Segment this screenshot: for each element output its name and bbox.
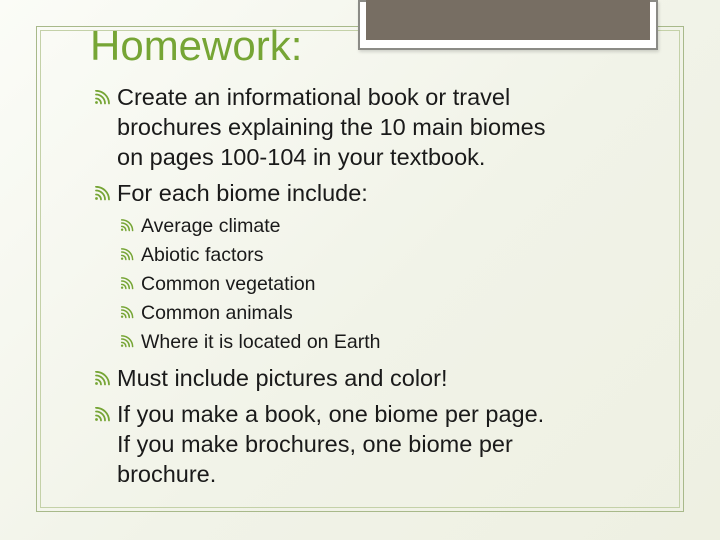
- bullet-item-create: [94, 82, 654, 172]
- sub-bullet-item: [94, 241, 654, 270]
- bullet-item-pictures: [94, 363, 654, 393]
- signal-wave-icon: [120, 335, 136, 348]
- sub-bullet-item: [94, 212, 654, 241]
- sub-bullet-item: [94, 299, 654, 328]
- bullet-text-line: If you make a book, one biome per page.: [117, 401, 545, 427]
- signal-wave-icon: [94, 186, 113, 201]
- bullet-item-format: [94, 399, 654, 489]
- sub-bullet-text: Common vegetation: [141, 273, 316, 295]
- signal-wave-icon: [94, 407, 113, 422]
- sub-bullet-item: [94, 270, 654, 299]
- signal-wave-icon: [120, 248, 136, 261]
- bullet-text-line: Create an informational book or travel: [117, 84, 511, 110]
- bullet-text-line: For each biome include:: [117, 180, 368, 206]
- bullet-item-for-each: [94, 178, 654, 208]
- bullet-text-line: brochures explaining the 10 main biomes: [117, 114, 546, 140]
- slide-content: [94, 82, 654, 489]
- picture-placeholder: [366, 0, 650, 40]
- sub-bullet-text: Common animals: [141, 302, 293, 324]
- signal-wave-icon: [120, 277, 136, 290]
- bullet-text-line: Must include pictures and color!: [117, 365, 448, 391]
- sub-bullet-text: Abiotic factors: [141, 244, 264, 266]
- signal-wave-icon: [94, 90, 113, 105]
- bullet-text-line: If you make brochures, one biome per: [117, 431, 513, 457]
- signal-wave-icon: [120, 306, 136, 319]
- sub-bullet-text: Average climate: [141, 215, 281, 237]
- sub-bullet-item: [94, 328, 654, 357]
- sub-bullet-text: Where it is located on Earth: [141, 331, 381, 353]
- bullet-text-line: brochure.: [117, 461, 217, 487]
- bullet-text-line: on pages 100-104 in your textbook.: [117, 144, 486, 170]
- signal-wave-icon: [120, 219, 136, 232]
- sub-bullet-list: [94, 212, 654, 357]
- slide-title: Homework:: [90, 22, 303, 69]
- signal-wave-icon: [94, 371, 113, 386]
